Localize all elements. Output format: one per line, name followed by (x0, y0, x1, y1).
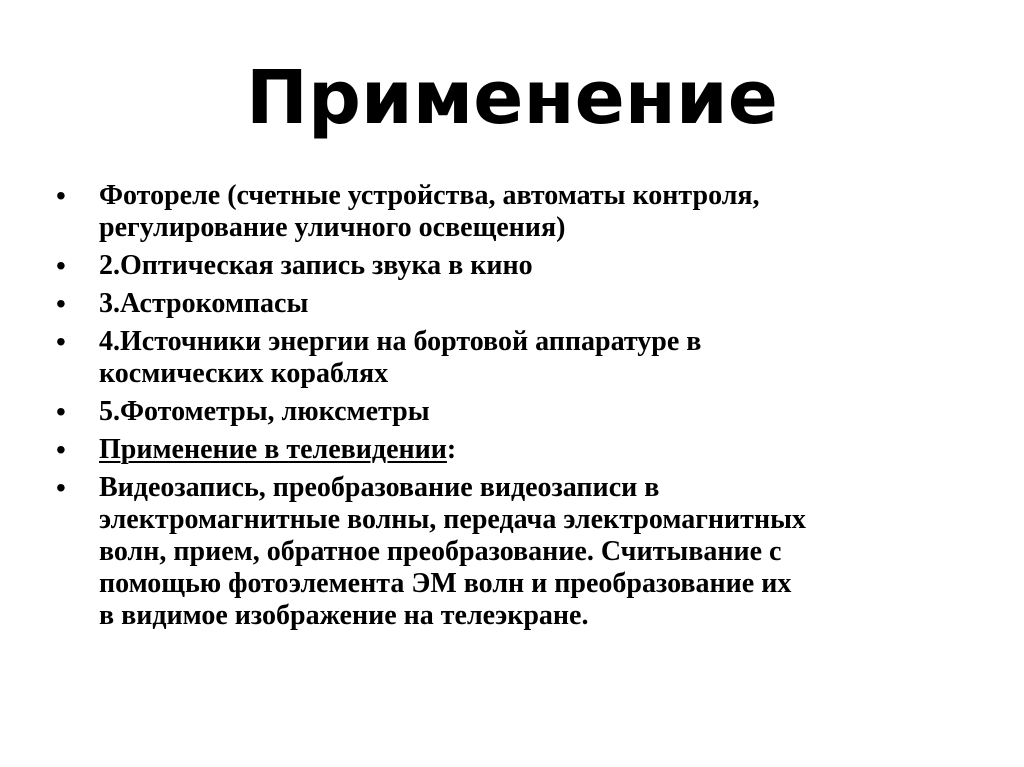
bullet-icon: • (56, 472, 66, 503)
bullet-list (56, 180, 986, 638)
bullet-icon: • (56, 396, 66, 427)
bullet-icon: • (56, 434, 66, 465)
bullet-line: в видимое изображение на телеэкране. (99, 600, 589, 631)
bullet-item-tv-heading (56, 434, 986, 466)
bullet-item-optical-sound (56, 250, 986, 282)
bullet-item-photometers (56, 396, 986, 428)
bullet-line: Видеозапись, преобразование видеозаписи в (99, 472, 660, 503)
bullet-line: 5.Фотометры, люксметры (99, 396, 430, 427)
bullet-line: электромагнитные волны, передача электромагнитных (99, 504, 806, 535)
bullet-line: 3.Астрокомпасы (99, 288, 309, 319)
bullet-line: космических кораблях (99, 358, 389, 389)
tv-heading-text: Применение в телевидении (99, 434, 447, 465)
bullet-line: 2.Оптическая запись звука в кино (99, 250, 533, 281)
bullet-line: волн, прием, обратное преобразование. Считывание с (99, 536, 782, 567)
bullet-icon: • (56, 250, 66, 281)
bullet-item-astrocompass (56, 288, 986, 320)
bullet-line: 4.Источники энергии на бортовой аппаратуре в (99, 326, 702, 357)
bullet-icon: • (56, 288, 66, 319)
bullet-line: помощью фотоэлемента ЭМ волн и преобразование их (99, 568, 792, 599)
bullet-item-video-recording (56, 472, 986, 632)
bullet-item-energy-sources (56, 326, 986, 390)
bullet-item-photorelay (56, 180, 986, 244)
bullet-icon: • (56, 326, 66, 357)
bullet-line: регулирование уличного освещения) (99, 212, 566, 243)
tv-heading-colon: : (446, 434, 457, 465)
slide-title: Применение (246, 55, 778, 141)
bullet-icon: • (56, 180, 66, 211)
bullet-line: Фотореле (счетные устройства, автоматы контроля, (99, 180, 760, 211)
